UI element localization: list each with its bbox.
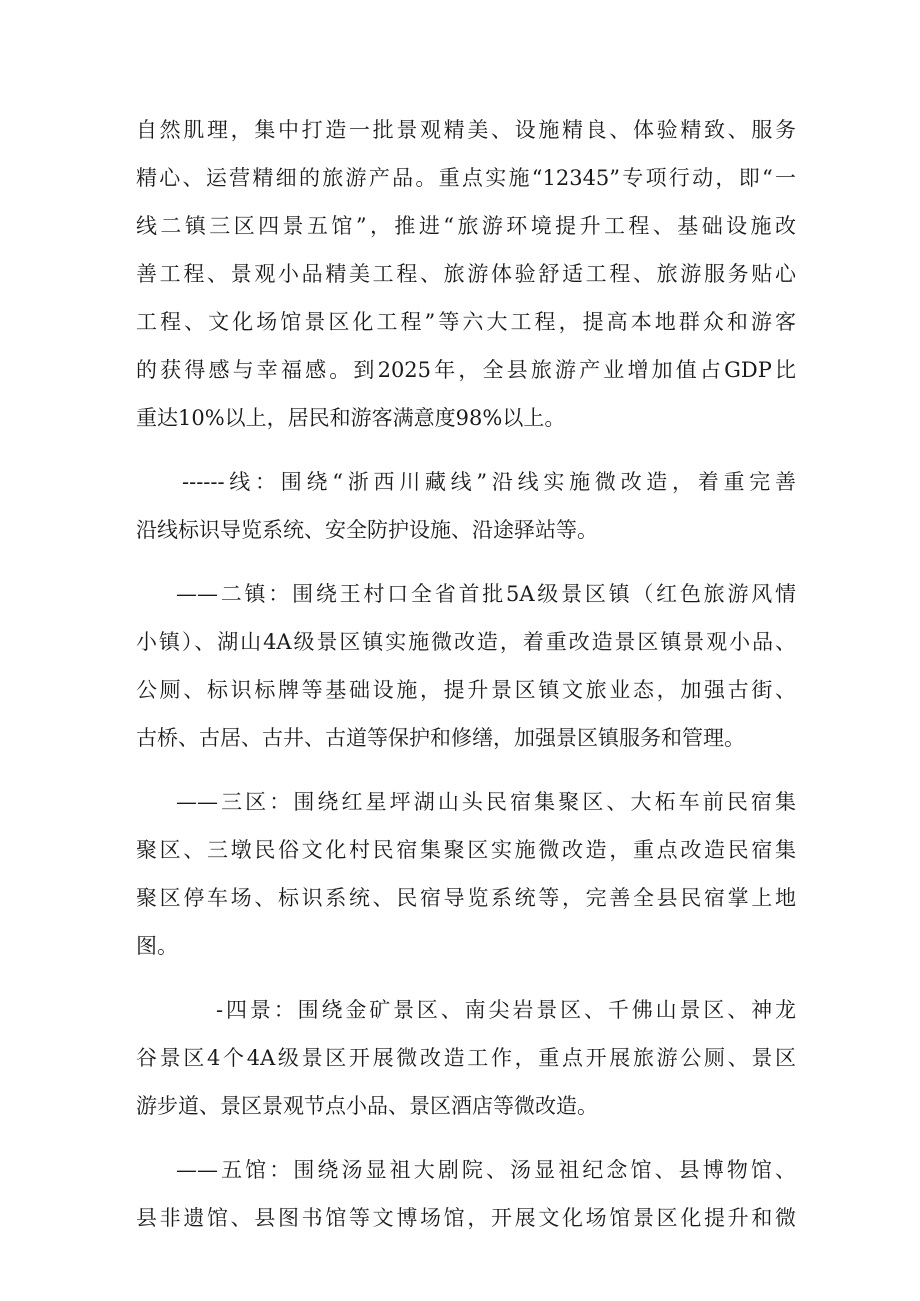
text-line: 善工程、景观小品精美工程、旅游体验舒适工程、旅游服务贴心: [136, 262, 796, 286]
text-line: 聚区、三墩民俗文化村民宿集聚区实施微改造，重点改造民宿集: [136, 838, 796, 862]
paragraph-spacer: [136, 762, 796, 778]
paragraph-spacer: [136, 970, 796, 986]
paragraph-spacer: [136, 442, 796, 458]
text-line: 精心、运营精细的旅游产品。重点实施“12345”专项行动，即“一: [136, 166, 796, 190]
text-line: ------线：围绕“浙西川藏线”沿线实施微改造，着重完善: [182, 470, 796, 494]
paragraph-five-venues: [136, 1146, 796, 1242]
text-line: 古桥、古居、古井、古道等保护和修缮，加强景区镇服务和管理。: [136, 726, 745, 750]
paragraph-spacer: [136, 1130, 796, 1146]
document-body: [136, 106, 796, 1242]
text-line: 沿线标识导览系统、安全防护设施、沿途驿站等。: [136, 518, 598, 542]
text-line: 的获得感与幸福感。到2025年，全县旅游产业增加值占GDP比: [136, 358, 796, 382]
text-line: -四景：围绕金矿景区、南尖岩景区、千佛山景区、神龙: [216, 998, 796, 1022]
text-line: 重达10%以上，居民和游客满意度98%以上。: [136, 406, 566, 430]
text-line: 工程、文化场馆景区化工程”等六大工程，提高本地群众和游客: [136, 310, 796, 334]
paragraph-three-districts: [136, 778, 796, 970]
text-line: 图。: [136, 934, 178, 958]
text-line: ——五馆：围绕汤显祖大剧院、汤显祖纪念馆、县博物馆、: [176, 1158, 796, 1182]
text-line: 公厕、标识标牌等基础设施，提升景区镇文旅业态，加强古街、: [136, 678, 796, 702]
paragraph-one-line: [136, 458, 796, 554]
text-line: 自然肌理，集中打造一批景观精美、设施精良、体验精致、服务: [136, 118, 796, 142]
paragraph-intro: [136, 106, 796, 442]
text-line: ——三区：围绕红星坪湖山头民宿集聚区、大柘车前民宿集: [176, 790, 796, 814]
text-line: 聚区停车场、标识系统、民宿导览系统等，完善全县民宿掌上地: [136, 886, 796, 910]
paragraph-spacer: [136, 554, 796, 570]
text-line: 谷景区4个4A级景区开展微改造工作，重点开展旅游公厕、景区: [136, 1046, 796, 1070]
paragraph-two-towns: [136, 570, 796, 762]
text-line: ——二镇：围绕王村口全省首批5A级景区镇（红色旅游风情: [176, 582, 796, 606]
paragraph-four-scenic-spots: [136, 986, 796, 1130]
text-line: 小镇）、湖山4A级景区镇实施微改造，着重改造景区镇景观小品、: [136, 630, 796, 654]
text-line: 线二镇三区四景五馆”，推进“旅游环境提升工程、基础设施改: [136, 214, 796, 238]
text-line: 游步道、景区景观节点小品、景区酒店等微改造。: [136, 1094, 598, 1118]
text-line: 县非遗馆、县图书馆等文博场馆，开展文化场馆景区化提升和微: [136, 1206, 796, 1230]
